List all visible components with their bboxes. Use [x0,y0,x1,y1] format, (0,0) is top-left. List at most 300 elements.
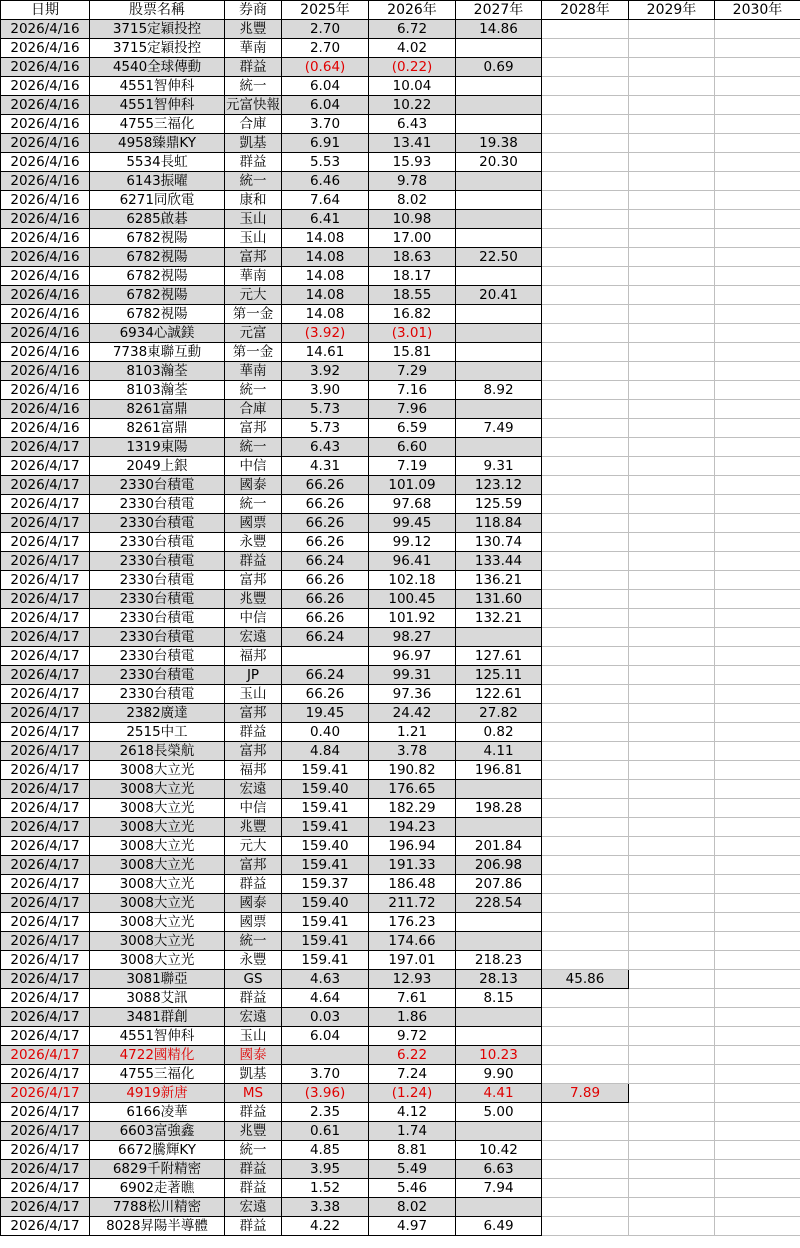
stock-name-cell: 2049上銀 [90,457,225,476]
table-row [1,761,800,780]
eps-2029-cell [629,533,715,552]
broker-cell: 富邦 [225,856,282,875]
eps-2029-cell [629,628,715,647]
eps-2028-cell [542,20,629,39]
eps-2025-cell: 66.26 [282,533,369,552]
eps-2025-cell: 6.04 [282,1027,369,1046]
eps-2025-cell: 66.26 [282,685,369,704]
eps-2028-cell [542,210,629,229]
eps-2030-cell [715,552,800,571]
stock-name-cell: 7738東聯互動 [90,343,225,362]
eps-2028-cell [542,647,629,666]
eps-2030-cell [715,875,800,894]
eps-2029-cell [629,267,715,286]
eps-2029-cell [629,856,715,875]
table-row [1,894,800,913]
table-row [1,1046,800,1065]
eps-2027-cell [456,305,542,324]
broker-cell: 福邦 [225,761,282,780]
broker-cell: 合庫 [225,115,282,134]
broker-cell: MS [225,1084,282,1103]
broker-cell: 宏遠 [225,1198,282,1217]
table-row [1,210,800,229]
date-cell: 2026/4/16 [1,286,90,305]
eps-2029-cell [629,1046,715,1065]
eps-2025-cell: 159.40 [282,894,369,913]
eps-2025-cell: 159.40 [282,780,369,799]
eps-2025-cell: 159.40 [282,837,369,856]
eps-2026-cell: 7.19 [369,457,456,476]
eps-2026-cell: 7.24 [369,1065,456,1084]
eps-2028-cell [542,191,629,210]
date-cell: 2026/4/17 [1,1122,90,1141]
broker-cell: 合庫 [225,400,282,419]
eps-2027-cell: 0.82 [456,723,542,742]
date-cell: 2026/4/17 [1,951,90,970]
eps-2026-cell: 9.78 [369,172,456,191]
eps-2027-cell: 7.49 [456,419,542,438]
table-row [1,628,800,647]
eps-2027-cell [456,191,542,210]
eps-2025-cell: 6.46 [282,172,369,191]
eps-2030-cell [715,1103,800,1122]
stock-name-cell: 3481群創 [90,1008,225,1027]
eps-2030-cell [715,362,800,381]
eps-2029-cell [629,39,715,58]
eps-2030-cell [715,628,800,647]
eps-2028-cell [542,1141,629,1160]
broker-cell: 兆豐 [225,818,282,837]
eps-2025-cell: (0.64) [282,58,369,77]
eps-2026-cell: 24.42 [369,704,456,723]
eps-2029-cell [629,1122,715,1141]
eps-2025-cell: 0.61 [282,1122,369,1141]
eps-2028-cell [542,1103,629,1122]
broker-cell: 華南 [225,362,282,381]
eps-2029-cell [629,457,715,476]
eps-2026-cell: 196.94 [369,837,456,856]
eps-2027-cell: 132.21 [456,609,542,628]
eps-2026-cell: 176.65 [369,780,456,799]
stock-name-cell: 4551智伸科 [90,96,225,115]
eps-2028-cell [542,229,629,248]
broker-cell: 永豐 [225,533,282,552]
eps-2027-cell: 10.23 [456,1046,542,1065]
eps-2025-cell: 6.41 [282,210,369,229]
eps-2026-cell: 18.55 [369,286,456,305]
eps-2028-cell [542,533,629,552]
eps-2029-cell [629,248,715,267]
eps-2027-cell [456,39,542,58]
eps-2027-cell: 22.50 [456,248,542,267]
header-2025: 2025年 [282,1,369,20]
eps-2025-cell: 159.41 [282,932,369,951]
eps-2027-cell: 6.63 [456,1160,542,1179]
eps-2026-cell: 7.96 [369,400,456,419]
table-row [1,704,800,723]
date-cell: 2026/4/17 [1,837,90,856]
eps-2025-cell: 159.41 [282,761,369,780]
eps-2026-cell: 8.02 [369,1198,456,1217]
stock-name-cell: 2330台積電 [90,666,225,685]
date-cell: 2026/4/17 [1,1103,90,1122]
eps-2026-cell: 99.12 [369,533,456,552]
eps-2029-cell [629,989,715,1008]
date-cell: 2026/4/16 [1,153,90,172]
eps-2028-cell [542,894,629,913]
table-row [1,590,800,609]
date-cell: 2026/4/16 [1,305,90,324]
eps-2026-cell: 4.12 [369,1103,456,1122]
eps-2027-cell [456,210,542,229]
date-cell: 2026/4/17 [1,856,90,875]
broker-cell: 統一 [225,1141,282,1160]
broker-cell: 統一 [225,932,282,951]
stock-name-cell: 6782視陽 [90,248,225,267]
table-row [1,875,800,894]
eps-2028-cell [542,476,629,495]
eps-2030-cell [715,191,800,210]
broker-cell: 第一金 [225,305,282,324]
stock-name-cell: 4551智伸科 [90,77,225,96]
eps-2030-cell [715,533,800,552]
eps-2030-cell [715,780,800,799]
eps-2025-cell: 66.24 [282,666,369,685]
broker-cell: 群益 [225,153,282,172]
eps-2029-cell [629,875,715,894]
date-cell: 2026/4/17 [1,438,90,457]
broker-cell: 中信 [225,609,282,628]
eps-2028-cell [542,761,629,780]
eps-2026-cell: 99.45 [369,514,456,533]
eps-2027-cell: 131.60 [456,590,542,609]
eps-2029-cell [629,210,715,229]
eps-2030-cell [715,58,800,77]
eps-2028-cell [542,362,629,381]
table-row [1,970,800,989]
table-row [1,20,800,39]
eps-2025-cell: 14.08 [282,305,369,324]
date-cell: 2026/4/17 [1,590,90,609]
eps-2028-cell [542,286,629,305]
broker-cell: 富邦 [225,704,282,723]
broker-cell: 群益 [225,552,282,571]
date-cell: 2026/4/17 [1,1141,90,1160]
eps-2030-cell [715,286,800,305]
eps-2026-cell: 7.29 [369,362,456,381]
table-row [1,837,800,856]
eps-2028-cell [542,590,629,609]
broker-cell: 國泰 [225,894,282,913]
eps-2026-cell: 96.97 [369,647,456,666]
eps-2025-cell: 3.70 [282,115,369,134]
date-cell: 2026/4/17 [1,685,90,704]
eps-2026-cell: 100.45 [369,590,456,609]
date-cell: 2026/4/17 [1,799,90,818]
eps-2027-cell [456,628,542,647]
eps-2028-cell [542,1122,629,1141]
table-row [1,324,800,343]
table-row [1,1008,800,1027]
eps-2029-cell [629,305,715,324]
eps-2026-cell: 186.48 [369,875,456,894]
date-cell: 2026/4/17 [1,1179,90,1198]
eps-2030-cell [715,248,800,267]
table-row [1,115,800,134]
table-row [1,134,800,153]
eps-2028-cell [542,837,629,856]
eps-2026-cell: 99.31 [369,666,456,685]
eps-2029-cell [629,1027,715,1046]
eps-2028-cell [542,742,629,761]
stock-name-cell: 3008大立光 [90,894,225,913]
eps-2028-cell [542,571,629,590]
eps-2027-cell: 133.44 [456,552,542,571]
eps-2026-cell: 16.82 [369,305,456,324]
broker-cell: 群益 [225,989,282,1008]
broker-cell: 元富 [225,324,282,343]
stock-name-cell: 4919新唐 [90,1084,225,1103]
eps-2027-cell: 0.69 [456,58,542,77]
eps-2027-cell [456,780,542,799]
table-row [1,495,800,514]
eps-2030-cell [715,1027,800,1046]
eps-2030-cell [715,1198,800,1217]
eps-2028-cell [542,172,629,191]
header-2028: 2028年 [542,1,629,20]
broker-cell: 群益 [225,1160,282,1179]
eps-2029-cell [629,913,715,932]
stock-name-cell: 2330台積電 [90,514,225,533]
table-row [1,1122,800,1141]
date-cell: 2026/4/16 [1,20,90,39]
table-row [1,229,800,248]
stock-name-cell: 3008大立光 [90,799,225,818]
stock-name-cell: 6603富強鑫 [90,1122,225,1141]
broker-cell: 玉山 [225,1027,282,1046]
eps-2029-cell [629,761,715,780]
eps-2029-cell [629,1217,715,1236]
eps-2025-cell: 14.08 [282,248,369,267]
eps-2025-cell: 4.31 [282,457,369,476]
eps-2025-cell: 3.38 [282,1198,369,1217]
eps-2027-cell: 7.94 [456,1179,542,1198]
broker-cell: 國票 [225,913,282,932]
eps-2028-cell [542,1217,629,1236]
eps-2025-cell: 4.85 [282,1141,369,1160]
broker-cell: 中信 [225,457,282,476]
table-row [1,381,800,400]
broker-cell: 統一 [225,172,282,191]
eps-2029-cell [629,647,715,666]
eps-2030-cell [715,704,800,723]
stock-name-cell: 6782視陽 [90,305,225,324]
broker-cell: 華南 [225,39,282,58]
eps-2030-cell [715,590,800,609]
broker-cell: 元大 [225,286,282,305]
table-row [1,286,800,305]
eps-2029-cell [629,514,715,533]
eps-2026-cell: 6.59 [369,419,456,438]
date-cell: 2026/4/17 [1,1084,90,1103]
eps-2029-cell [629,799,715,818]
table-row [1,1103,800,1122]
eps-2028-cell [542,495,629,514]
table-row [1,856,800,875]
broker-cell: 第一金 [225,343,282,362]
eps-2029-cell [629,590,715,609]
eps-2025-cell: 14.08 [282,229,369,248]
eps-2026-cell: 98.27 [369,628,456,647]
eps-2025-cell: 0.40 [282,723,369,742]
date-cell: 2026/4/16 [1,58,90,77]
header-date: 日期 [1,1,90,20]
table-body [1,20,800,1236]
eps-2030-cell [715,77,800,96]
eps-2030-cell [715,115,800,134]
eps-2025-cell: 159.41 [282,951,369,970]
eps-2026-cell: 1.86 [369,1008,456,1027]
eps-2029-cell [629,1065,715,1084]
eps-2026-cell: 17.00 [369,229,456,248]
stock-name-cell: 3008大立光 [90,780,225,799]
eps-2026-cell: 9.72 [369,1027,456,1046]
eps-2026-cell: 211.72 [369,894,456,913]
date-cell: 2026/4/17 [1,628,90,647]
eps-2027-cell: 218.23 [456,951,542,970]
eps-2028-cell [542,704,629,723]
eps-2028-cell [542,1179,629,1198]
eps-2025-cell: 2.35 [282,1103,369,1122]
eps-2028-cell [542,666,629,685]
date-cell: 2026/4/17 [1,1008,90,1027]
eps-2030-cell [715,305,800,324]
eps-2025-cell: 1.52 [282,1179,369,1198]
stock-name-cell: 6782視陽 [90,229,225,248]
date-cell: 2026/4/17 [1,913,90,932]
broker-cell: 群益 [225,1179,282,1198]
eps-2028-cell [542,1198,629,1217]
eps-2029-cell [629,286,715,305]
eps-2030-cell [715,229,800,248]
eps-2028-cell [542,818,629,837]
eps-2029-cell [629,58,715,77]
table-row [1,1217,800,1236]
eps-2026-cell: 191.33 [369,856,456,875]
eps-2025-cell: 2.70 [282,39,369,58]
table-row [1,932,800,951]
eps-2028-cell [542,343,629,362]
table-row [1,1198,800,1217]
broker-cell: 富邦 [225,742,282,761]
eps-2027-cell [456,818,542,837]
eps-2028-cell [542,115,629,134]
stock-name-cell: 6271同欣電 [90,191,225,210]
eps-2030-cell [715,438,800,457]
eps-2029-cell [629,666,715,685]
eps-2029-cell [629,704,715,723]
eps-2029-cell [629,609,715,628]
eps-2030-cell [715,1160,800,1179]
eps-2025-cell: 6.91 [282,134,369,153]
eps-2027-cell [456,343,542,362]
eps-2026-cell: 5.46 [369,1179,456,1198]
broker-cell: 元大 [225,837,282,856]
eps-2027-cell: 198.28 [456,799,542,818]
date-cell: 2026/4/17 [1,647,90,666]
stock-name-cell: 3008大立光 [90,951,225,970]
eps-2028-cell [542,1027,629,1046]
table-row [1,343,800,362]
eps-2026-cell: (0.22) [369,58,456,77]
date-cell: 2026/4/16 [1,96,90,115]
eps-2030-cell [715,1141,800,1160]
table-row [1,514,800,533]
eps-2028-cell [542,1008,629,1027]
date-cell: 2026/4/17 [1,875,90,894]
stock-name-cell: 8103瀚荃 [90,362,225,381]
date-cell: 2026/4/17 [1,723,90,742]
stock-name-cell: 4722國精化 [90,1046,225,1065]
table-row [1,647,800,666]
stock-name-cell: 1319東陽 [90,438,225,457]
date-cell: 2026/4/16 [1,362,90,381]
stock-name-cell: 2618長榮航 [90,742,225,761]
eps-2028-cell [542,628,629,647]
table-row [1,419,800,438]
eps-2029-cell [629,343,715,362]
eps-2026-cell: 10.98 [369,210,456,229]
stock-name-cell: 4551智伸科 [90,1027,225,1046]
eps-2027-cell [456,96,542,115]
date-cell: 2026/4/16 [1,134,90,153]
eps-2030-cell [715,153,800,172]
eps-2027-cell: 8.92 [456,381,542,400]
stock-name-cell: 2330台積電 [90,495,225,514]
table-row [1,742,800,761]
stock-name-cell: 3008大立光 [90,875,225,894]
stock-name-cell: 2382廣達 [90,704,225,723]
eps-2026-cell: 101.09 [369,476,456,495]
table-row [1,400,800,419]
stock-name-cell: 8028昇陽半導體 [90,1217,225,1236]
table-row [1,1179,800,1198]
table-row [1,362,800,381]
eps-2027-cell [456,1008,542,1027]
eps-2029-cell [629,476,715,495]
date-cell: 2026/4/16 [1,77,90,96]
table-row [1,951,800,970]
eps-2030-cell [715,267,800,286]
date-cell: 2026/4/17 [1,1065,90,1084]
eps-2028-cell [542,400,629,419]
table-row [1,666,800,685]
table-row [1,96,800,115]
eps-2029-cell [629,685,715,704]
date-cell: 2026/4/17 [1,780,90,799]
eps-2027-cell [456,1122,542,1141]
eps-2026-cell: 1.21 [369,723,456,742]
eps-2026-cell: (1.24) [369,1084,456,1103]
date-cell: 2026/4/16 [1,172,90,191]
eps-2025-cell: 66.26 [282,476,369,495]
eps-2025-cell: (3.92) [282,324,369,343]
eps-2025-cell: 66.24 [282,628,369,647]
eps-2030-cell [715,1065,800,1084]
eps-2030-cell [715,476,800,495]
eps-2027-cell [456,438,542,457]
eps-2026-cell: 4.02 [369,39,456,58]
